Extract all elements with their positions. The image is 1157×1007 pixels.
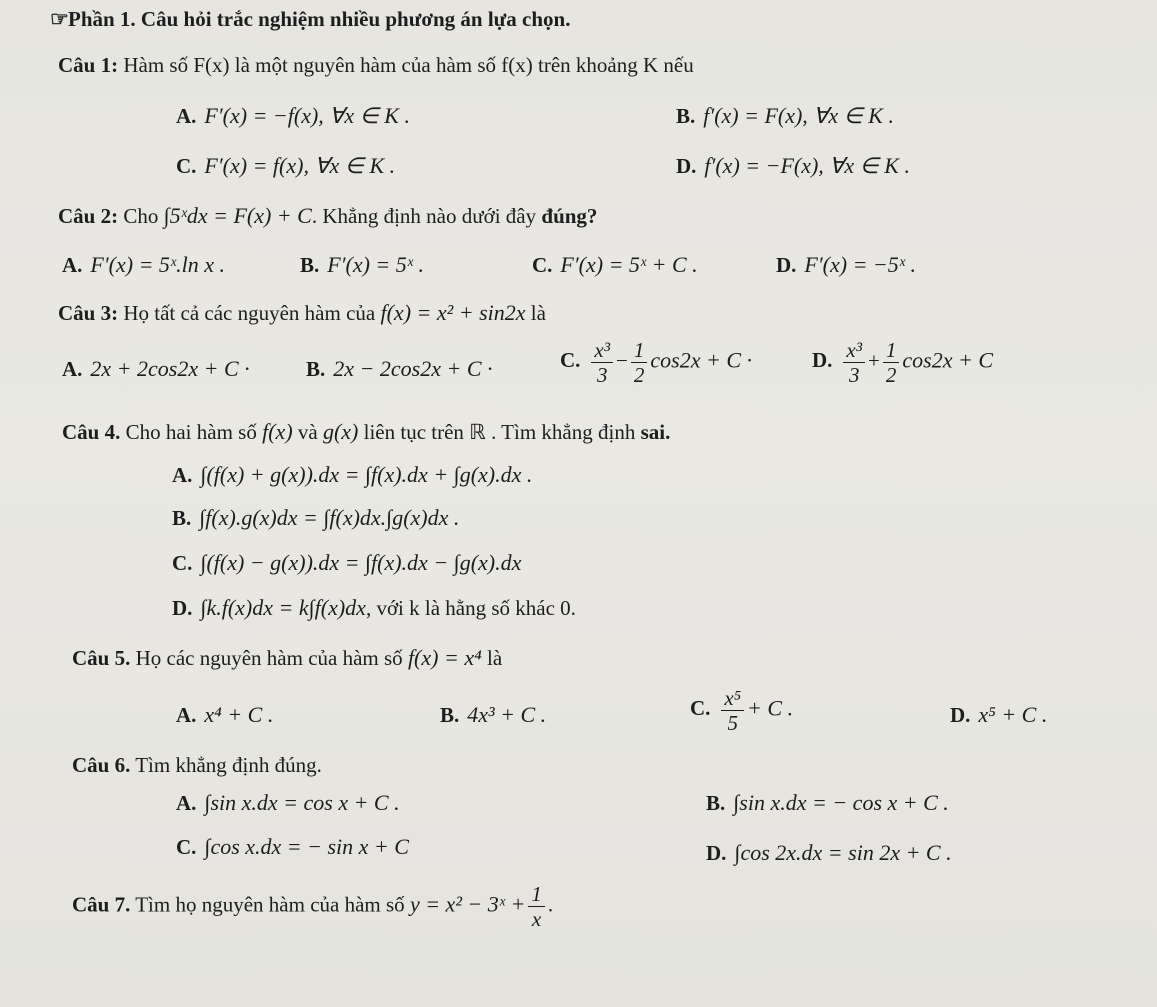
q5-option-c: C. $\frac{\text{x⁵}}{5}$ + C . xyxy=(690,686,794,735)
question-5: Câu 5. Họ các nguyên hàm của hàm số f(x) = x⁴ là xyxy=(72,645,503,670)
question-1 xyxy=(58,52,694,78)
q3-option-b: B. 2x − 2cos2x + C · xyxy=(306,356,493,381)
question-4: Câu 4. Cho hai hàm số f(x) và g(x) liên tục trên ℝ . Tìm khẳng định sai. xyxy=(62,419,671,444)
pointing-hand-icon: ☞ xyxy=(50,7,69,31)
question-3-label: Câu 3: xyxy=(58,301,119,325)
q5-option-d: D. x⁵ + C . xyxy=(950,702,1048,727)
q4-option-d: D. ∫k.f(x)dx = k∫f(x)dx, với k là hằng số khác 0. xyxy=(172,595,576,620)
question-2-label: Câu 2: xyxy=(58,204,119,228)
q4-option-a: A. ∫(f(x) + g(x)).dx = ∫f(x).dx + ∫g(x).dx . xyxy=(172,462,533,487)
q3-option-a: A. 2x + 2cos2x + C · xyxy=(62,356,250,381)
q2-option-d: D. F′(x) = −5ˣ . xyxy=(776,252,916,277)
q1-option-c-text: F′(x) = f(x), ∀x ∈ K . xyxy=(204,153,396,178)
question-2: Câu 2: Cho ∫5ˣdx = F(x) + C. Khẳng định nào dưới đây đúng? xyxy=(58,203,598,228)
q1-option-b: B. f′(x) = F(x), ∀x ∈ K . xyxy=(676,103,894,128)
q1-option-a: A. F′(x) = −f(x), ∀x ∈ K . xyxy=(176,103,410,128)
question-3-math: f(x) = x² + sin2x xyxy=(380,300,526,325)
q6-option-d: D. ∫cos 2x.dx = sin 2x + C . xyxy=(706,840,952,865)
q1-option-a-text: F′(x) = −f(x), ∀x ∈ K . xyxy=(204,103,410,128)
q4-option-c: C. ∫(f(x) − g(x)).dx = ∫f(x).dx − ∫g(x).dx xyxy=(172,550,522,575)
question-1-label: Câu 1: xyxy=(58,53,119,77)
question-5-math: f(x) = x⁴ xyxy=(407,645,482,670)
question-7: Câu 7. Tìm họ nguyên hàm của hàm số y = x² − 3ˣ + $\frac{1}{x}$ . xyxy=(72,882,554,931)
q2-option-c: C. F′(x) = 5ˣ + C . xyxy=(532,252,698,277)
question-4-label: Câu 4. xyxy=(62,420,121,444)
question-7-label: Câu 7. xyxy=(72,892,131,917)
question-6 xyxy=(72,752,322,778)
question-5-label: Câu 5. xyxy=(72,646,131,670)
q3-option-d: D. $\frac{\text{x³}}{3}$ + $\frac{1}{2}$ cos2x + C xyxy=(812,338,994,387)
question-2-math: ∫5ˣdx = F(x) + C xyxy=(163,203,312,228)
q3-option-c: C. $\frac{\text{x³}}{3}$ − $\frac{1}{2}$ cos2x + C · xyxy=(560,338,753,387)
section-title-text: Phần 1. Câu hỏi trắc nghiệm nhiều phương án lựa chọn. xyxy=(68,7,571,31)
q4-option-b: B. ∫f(x).g(x)dx = ∫f(x)dx.∫g(x)dx . xyxy=(172,505,460,530)
q5-option-b: B. 4x³ + C . xyxy=(440,702,547,727)
q5-option-a: A. x⁴ + C . xyxy=(176,702,274,727)
q1-option-d-text: f′(x) = −F(x), ∀x ∈ K . xyxy=(704,153,910,178)
q6-option-c: C. ∫cos x.dx = − sin x + C xyxy=(176,834,409,859)
question-7-math: y = x² − 3ˣ + xyxy=(409,891,526,917)
question-1-text: Hàm số F(x) là một nguyên hàm của hàm số f(x) trên khoảng K nếu xyxy=(123,53,694,77)
q2-option-a: A. F′(x) = 5ˣ.ln x . xyxy=(62,252,226,277)
q1-option-c: C. F′(x) = f(x), ∀x ∈ K . xyxy=(176,153,396,178)
q1-option-b-text: f′(x) = F(x), ∀x ∈ K . xyxy=(703,103,894,128)
question-3: Câu 3: Họ tất cả các nguyên hàm của f(x) = x² + sin2x là xyxy=(58,300,546,325)
q1-option-d: D. f′(x) = −F(x), ∀x ∈ K . xyxy=(676,153,910,178)
q6-option-b: B. ∫sin x.dx = − cos x + C . xyxy=(706,790,949,815)
question-6-text: Tìm khẳng định đúng. xyxy=(135,753,322,777)
section-title xyxy=(50,6,570,32)
q6-option-a: A. ∫sin x.dx = cos x + C . xyxy=(176,790,400,815)
q2-option-b: B. F′(x) = 5ˣ . xyxy=(300,252,424,277)
question-6-label: Câu 6. xyxy=(72,753,131,777)
